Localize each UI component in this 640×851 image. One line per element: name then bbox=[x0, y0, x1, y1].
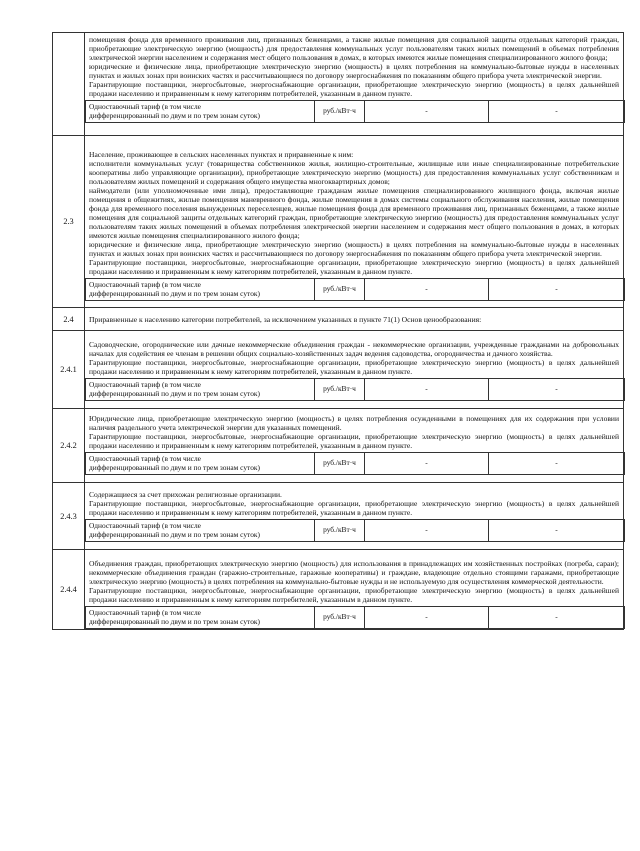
tariff-subtable bbox=[85, 452, 625, 475]
tariff-label-line2: дифференцированный по двум и по трем зонам суток) bbox=[89, 462, 260, 472]
tariff-label-line1: Одноставочный тариф (в том числе bbox=[89, 101, 201, 111]
spacer bbox=[85, 401, 623, 408]
tariff-value-1: - bbox=[365, 279, 489, 301]
table-row-2-4-1 bbox=[53, 331, 624, 409]
row-number: 2.3 bbox=[53, 136, 85, 308]
paragraph: Гарантирующие поставщики, энергосбытовые, энергоснабжающие организации, приобретающие электрическую энергию (мощность) в целях дальнейшей продажи населению и приравненным к нему категориям потребителей, указанным в данном пункте. bbox=[89, 258, 619, 276]
tariff-row bbox=[86, 101, 625, 123]
tariff-label bbox=[86, 379, 315, 401]
tariff-subtable bbox=[85, 519, 625, 542]
spacer bbox=[85, 301, 623, 307]
tariff-label-line2: дифференцированный по двум и по трем зонам суток) bbox=[89, 110, 260, 120]
spacer bbox=[85, 123, 623, 135]
row-text bbox=[85, 412, 623, 452]
row-number: 2.4.2 bbox=[53, 409, 85, 483]
tariff-value-2: - bbox=[489, 379, 625, 401]
row-content bbox=[85, 331, 624, 409]
tariff-value-2: - bbox=[489, 279, 625, 301]
row-text bbox=[85, 148, 623, 278]
tariff-value-2: - bbox=[489, 607, 625, 629]
tariff-unit: руб./кВт·ч bbox=[315, 607, 365, 629]
table-row-2-3 bbox=[53, 136, 624, 308]
paragraph: юридические и физические лица, приобретающие электрическую энергию (мощность) в целях потребления на коммунально-бытовые нужды в населенных пунктах и жилых зонах при воинских частях и рассчитывающиеся по договору энергоснабжения по показаниям общего прибора учета электрической энергии. bbox=[89, 62, 619, 80]
row-content bbox=[85, 550, 624, 630]
row-content bbox=[85, 409, 624, 483]
tariff-unit: руб./кВт·ч bbox=[315, 520, 365, 542]
tariff-unit: руб./кВт·ч bbox=[315, 101, 365, 123]
row-number-empty bbox=[53, 33, 85, 136]
row-content bbox=[85, 483, 624, 550]
tariff-label bbox=[86, 279, 315, 301]
tariff-value-1: - bbox=[365, 520, 489, 542]
tariff-subtable bbox=[85, 100, 625, 123]
tariff-unit: руб./кВт·ч bbox=[315, 279, 365, 301]
paragraph: исполнители коммунальных услуг (товарищества собственников жилья, жилищно-строительные, жилищные или иные специализированные потребительские кооперативы либо управляющие организации), приобретающие электрическую энергию (мощность) для предоставления коммунальных услуг собственникам и пользователям жилых помещений и содержания общего имущества многоквартирных домов; bbox=[89, 159, 619, 186]
paragraph: Садоводческие, огороднические или дачные некоммерческие объединения граждан - некоммерческие организации, учрежденные гражданами на добровольных началах для содействия ее членам в решении общих социально-хозяйственных задач ведения садоводства, огородничества и дачного хозяйства. bbox=[89, 340, 619, 358]
row-text bbox=[85, 557, 623, 606]
table-row-2-4-4 bbox=[53, 550, 624, 630]
paragraph: Гарантирующие поставщики, энергосбытовые, энергоснабжающие организации, приобретающие электрическую энергию (мощность) в целях дальнейшей продажи населению и приравненным к нему категориям потребителей, указанным в данном пункте. bbox=[89, 432, 619, 450]
tariff-label bbox=[86, 453, 315, 475]
tariff-row bbox=[86, 520, 625, 542]
paragraph: Гарантирующие поставщики, энергосбытовые, энергоснабжающие организации, приобретающие электрическую энергию (мощность) в целях дальнейшей продажи населению и приравненным к нему категориям потребителей, указанным в данном пункте. bbox=[89, 80, 619, 98]
tariff-label-line2: дифференцированный по двум и по трем зонам суток) bbox=[89, 616, 260, 626]
paragraph: Население, проживающее в сельских населенных пунктах и приравненные к ним: bbox=[89, 150, 354, 159]
tariff-label-line1: Одноставочный тариф (в том числе bbox=[89, 520, 201, 530]
tariff-value-1: - bbox=[365, 379, 489, 401]
tariff-label bbox=[86, 101, 315, 123]
tariff-value-1: - bbox=[365, 101, 489, 123]
tariff-row bbox=[86, 279, 625, 301]
table-row-2-4 bbox=[53, 308, 624, 331]
tariff-label-line2: дифференцированный по двум и по трем зонам суток) bbox=[89, 388, 260, 398]
tariff-subtable bbox=[85, 278, 625, 301]
paragraph: Юридические лица, приобретающие электрическую энергию (мощность) в целях потребления осужденными в помещениях для их содержания при условии наличия раздельного учета электрической энергии для указанных помещений. bbox=[89, 414, 619, 432]
spacer bbox=[85, 542, 623, 549]
table-row-continuation bbox=[53, 33, 624, 136]
row-text bbox=[85, 338, 623, 378]
table-row-2-4-3 bbox=[53, 483, 624, 550]
tariff-document bbox=[52, 32, 623, 630]
tariff-unit: руб./кВт·ч bbox=[315, 453, 365, 475]
paragraph: Гарантирующие поставщики, энергосбытовые, энергоснабжающие организации, приобретающие электрическую энергию (мощность) в целях дальнейшей продажи населению и приравненным к нему категориям потребителей, указанным в данном пункте. bbox=[89, 586, 619, 604]
tariff-value-1: - bbox=[365, 453, 489, 475]
row-text bbox=[85, 488, 623, 519]
spacer bbox=[85, 475, 623, 482]
tariff-value-2: - bbox=[489, 453, 625, 475]
tariff-value-1: - bbox=[365, 607, 489, 629]
row-content bbox=[85, 136, 624, 308]
row-text bbox=[85, 33, 623, 100]
tariff-row bbox=[86, 607, 625, 629]
tariff-value-2: - bbox=[489, 520, 625, 542]
tariff-label-line1: Одноставочный тариф (в том числе bbox=[89, 607, 201, 617]
table-row-2-4-2 bbox=[53, 409, 624, 483]
paragraph: наймодатели (или уполномоченные ими лица), предоставляющие гражданам жилые помещения специализированного жилищного фонда, включая жилые помещения в общежитиях, жилые помещения маневренного фонда, жилые помещения в домах системы социального обслуживания населения, жилые помещения фонда для временного поселения вынужденных переселенцев, жилые помещения фонда для временного проживания лиц, признанных беженцами, а также жилые помещения для социальной защиты отдельных категорий граждан, приобретающие электрическую энергию (мощность) для предоставления коммунальных услуг пользователям таких жилых помещений в объемах потребления электрической энергии населением и содержания мест общего пользования в домах, в которых имеются жилые помещения специализированного жилого фонда; bbox=[89, 186, 619, 240]
paragraph: Гарантирующие поставщики, энергосбытовые, энергоснабжающие организации, приобретающие электрическую энергию (мощность) в целях дальнейшей продажи населению и приравненным к нему категориям потребителей, указанным в данном пункте. bbox=[89, 499, 619, 517]
tariff-row bbox=[86, 379, 625, 401]
paragraph: Содержащиеся за счет прихожан религиозные организации. bbox=[89, 490, 282, 499]
tariff-label-line2: дифференцированный по двум и по трем зонам суток) bbox=[89, 288, 260, 298]
row-number: 2.4.1 bbox=[53, 331, 85, 409]
tariff-label bbox=[86, 607, 315, 629]
tariff-row bbox=[86, 453, 625, 475]
paragraph: помещения фонда для временного проживания лиц, признанных беженцами, а также жилые помещения для социальной защиты отдельных категорий граждан, приобретающие электрическую энергию (мощность) для предоставления коммунальных услуг пользователям таких жилых помещений в объемах потребления электрической энергии населением и содержания мест общего пользования в домах, в которых имеются жилые помещения специализированного жилого фонда; bbox=[89, 35, 619, 62]
tariff-label-line1: Одноставочный тариф (в том числе bbox=[89, 379, 201, 389]
tariff-subtable bbox=[85, 378, 625, 401]
row-number: 2.4 bbox=[53, 308, 85, 331]
row-heading: Приравненные к населению категории потребителей, за исключением указанных в пункте 71(1) Основ ценообразования: bbox=[85, 308, 624, 331]
spacer bbox=[85, 550, 623, 557]
tariff-subtable bbox=[85, 606, 625, 629]
tariff-label bbox=[86, 520, 315, 542]
tariff-label-line1: Одноставочный тариф (в том числе bbox=[89, 453, 201, 463]
paragraph: Объединения граждан, приобретающих электрическую энергию (мощность) для использования в принадлежащих им хозяйственных постройках (погреба, сараи); некоммерческие объединения граждан (гаражно-строительные, гаражные кооперативы) и граждане, владеющие отдельно стоящими гаражами, приобретающие электрическую энергию (мощность) в целях потребления на коммунально-бытовые нужды и не используемую для осуществления коммерческой деятельности. bbox=[89, 559, 619, 586]
tariff-table bbox=[52, 32, 624, 630]
tariff-label-line2: дифференцированный по двум и по трем зонам суток) bbox=[89, 529, 260, 539]
paragraph: Гарантирующие поставщики, энергосбытовые, энергоснабжающие организации, приобретающие электрическую энергию (мощность) в целях дальнейшей продажи населению и приравненным к нему категориям потребителей, указанным в данном пункте. bbox=[89, 358, 619, 376]
row-number: 2.4.4 bbox=[53, 550, 85, 630]
tariff-label-line1: Одноставочный тариф (в том числе bbox=[89, 279, 201, 289]
row-content bbox=[85, 33, 624, 136]
tariff-value-2: - bbox=[489, 101, 625, 123]
spacer bbox=[85, 136, 623, 148]
paragraph: юридические и физические лица, приобретающие электрическую энергию (мощность) в целях потребления на коммунально-бытовые нужды в населенных пунктах и жилых зонах при воинских частях и рассчитывающиеся по договору энергоснабжения по показаниям общего прибора учета электрической энергии. bbox=[89, 240, 619, 258]
spacer bbox=[85, 331, 623, 338]
tariff-unit: руб./кВт·ч bbox=[315, 379, 365, 401]
row-number: 2.4.3 bbox=[53, 483, 85, 550]
